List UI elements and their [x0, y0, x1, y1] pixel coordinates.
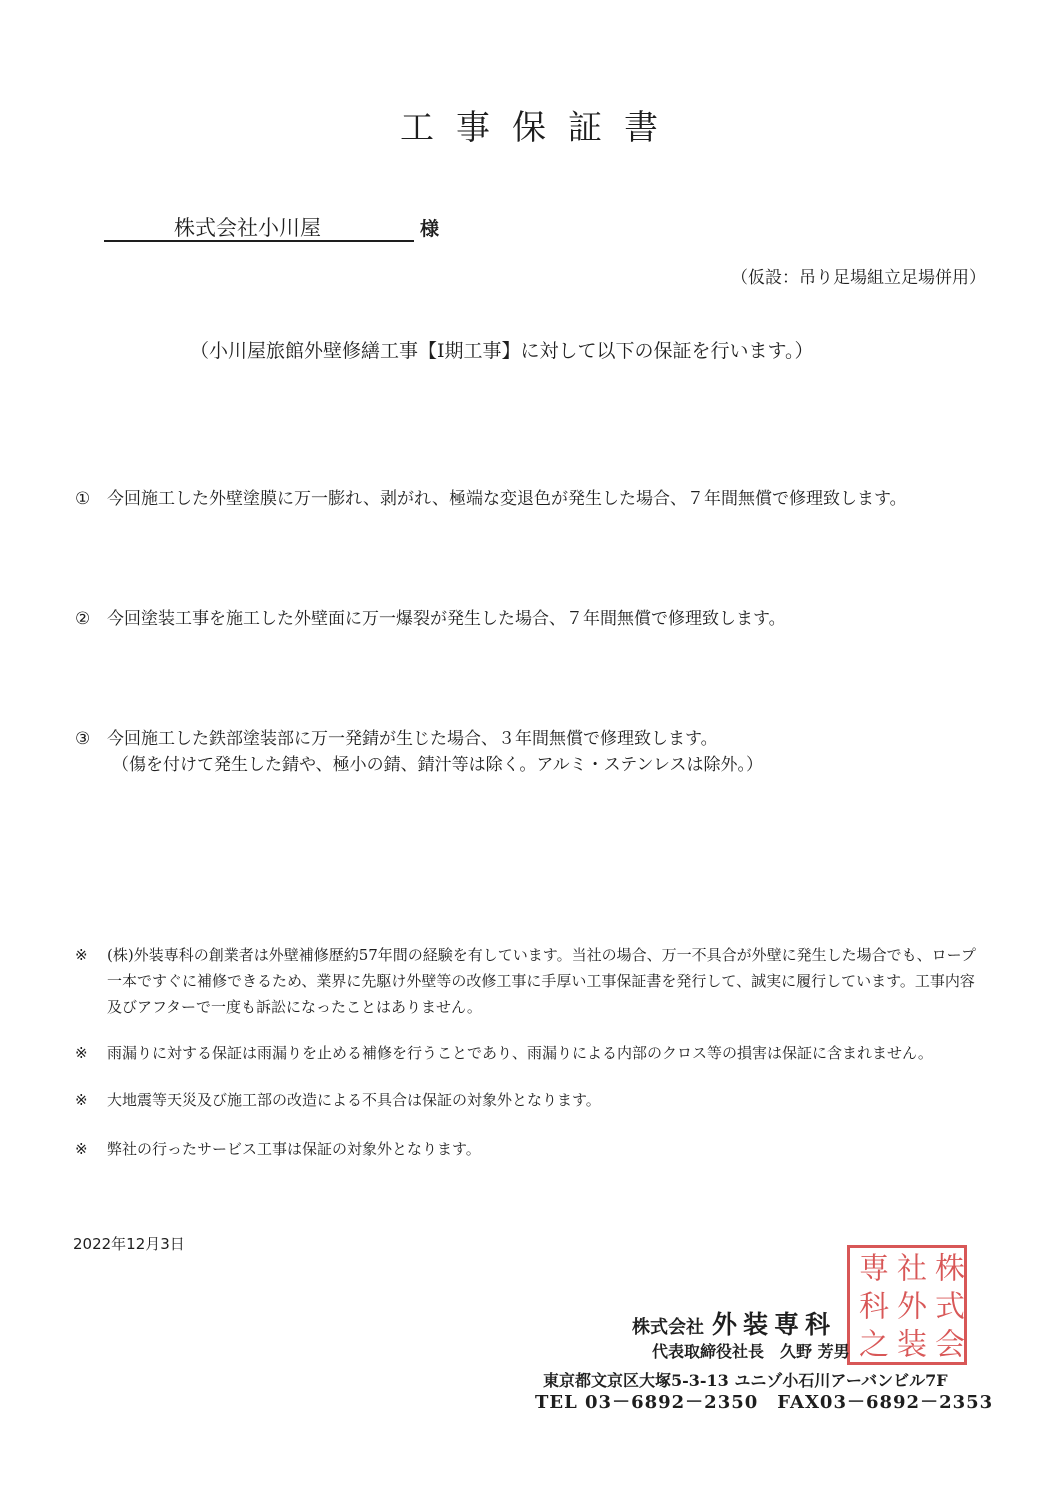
addressee-line [104, 210, 414, 242]
note-mark: ※ [75, 1091, 88, 1109]
company-prefix: 株式会社 [632, 1317, 704, 1338]
item-3-exclusion: （傷を付けて発生した錆や、極小の錆、錆汁等は除く。アルミ・ステンレスは除外。） [112, 755, 764, 775]
addressee-name: 株式会社小川屋 [174, 216, 321, 240]
document-title: 工事保証書 [400, 108, 680, 148]
item-text: 今回施工した外壁塗膜に万一膨れ、剥がれ、極端な変退色が発生した場合、７年間無償で修理致します。 [107, 489, 907, 509]
scaffold-note: （仮設：吊り足場組立足場併用） [731, 268, 986, 288]
guarantee-item-1 [75, 484, 907, 509]
company-address: 東京都文京区大塚5-3-13 ユニゾ小石川アーバンビル7F [543, 1371, 948, 1390]
note-mark: ※ [75, 1044, 88, 1062]
note-text: 弊社の行ったサービス工事は保証の対象外となります。 [107, 1140, 481, 1158]
note-2 [75, 1040, 985, 1066]
note-1 [75, 942, 985, 1022]
note-mark: ※ [75, 946, 88, 964]
item-text: 今回施工した鉄部塗装部に万一発錆が生じた場合、３年間無償で修理致します。 [107, 729, 718, 749]
item-number: ② [75, 609, 91, 629]
representative: 代表取締役社長 久野 芳男 [652, 1342, 850, 1361]
company-seal: 株 式 会 社 外 装 専 科 之 [847, 1245, 967, 1365]
note-3 [75, 1087, 985, 1113]
intro-text: （小川屋旅館外壁修繕工事【Ⅰ期工事】に対して以下の保証を行います。） [190, 340, 814, 362]
note-text: (株)外装専科の創業者は外壁補修歴約57年間の経験を有しています。当社の場合、万一不具合が外壁に発生した場合でも、ロープ一本ですぐに補修できるため、業界に先駆け外壁等の改修工事に手厚い工事保証書を発行して、誠実に履行しています。工事内容及びアフターで一度も訴訟になったことはありません。 [107, 946, 976, 1016]
note-mark: ※ [75, 1140, 88, 1158]
item-number: ① [75, 489, 91, 509]
note-text: 大地震等天災及び施工部の改造による不具合は保証の対象外となります。 [107, 1091, 601, 1109]
item-number: ③ [75, 729, 91, 749]
honorific: 様 [420, 218, 440, 240]
note-4 [75, 1136, 985, 1162]
guarantee-item-3 [75, 724, 718, 749]
company-name [632, 1305, 836, 1341]
company-main-name: 外装専科 [712, 1310, 837, 1339]
guarantee-item-2 [75, 604, 786, 629]
company-phone-fax: TEL 03－6892－2350 FAX03－6892－2353 [535, 1392, 994, 1413]
item-text: 今回塗装工事を施工した外壁面に万一爆裂が発生した場合、７年間無償で修理致します。 [107, 609, 786, 629]
note-text: 雨漏りに対する保証は雨漏りを止める補修を行うことであり、雨漏りによる内部のクロス等の損害は保証に含まれません。 [107, 1044, 933, 1062]
issue-date: 2022年12月3日 [73, 1235, 185, 1253]
